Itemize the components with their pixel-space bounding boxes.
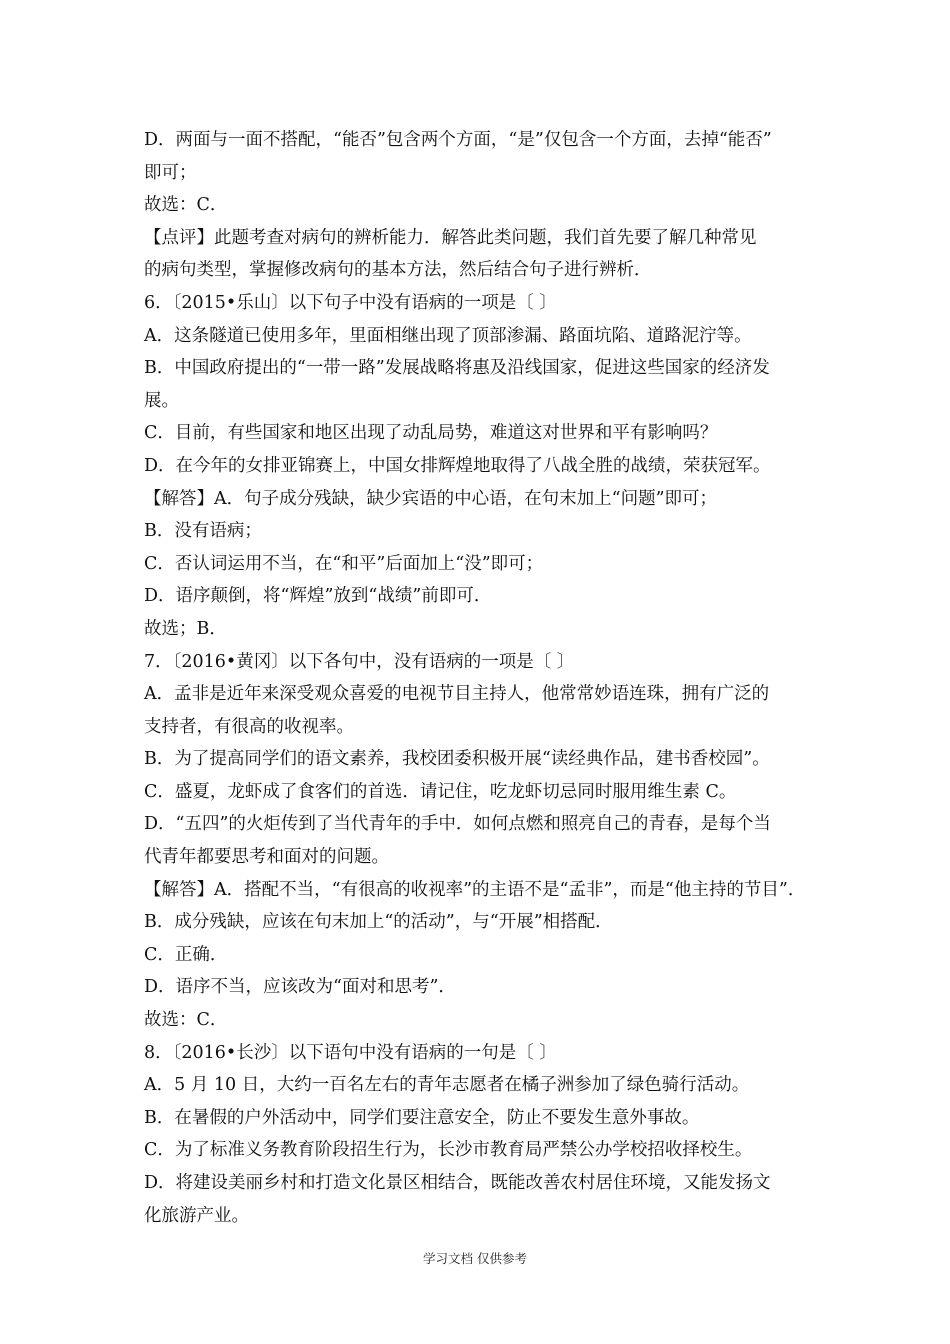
- text-line: 即可；: [144, 162, 197, 183]
- text-line: 展。: [144, 390, 179, 411]
- text-line: 【点评】此题考查对病句的辨析能力．解答此类问题，我们首先要了解几种常见: [144, 227, 757, 248]
- text-line: 【解答】A．句子成分残缺，缺少宾语的中心语，在句末加上“问题”即可；: [144, 488, 718, 509]
- question-heading: 6．〔2015•乐山〕以下句子中没有语病的一项是〔 〕: [144, 292, 557, 313]
- text-line: C．目前，有些国家和地区出现了动乱局势，难道这对世界和平有影响吗？: [144, 423, 718, 444]
- text-line: 故选：C．: [144, 1010, 228, 1031]
- text-line: 【解答】A．搭配不当，“有很高的收视率”的主语不是“孟非”，而是“他主持的节目”．: [144, 879, 806, 900]
- text-line: A．孟非是近年来深受观众喜爱的电视节目主持人，他常常妙语连珠，拥有广泛的: [144, 684, 770, 705]
- question-heading: 7．〔2016•黄冈〕以下各句中，没有语病的一项是〔 〕: [144, 651, 575, 672]
- text-line: C．正确．: [144, 944, 228, 965]
- text-line: B．中国政府提出的“一带一路”发展战略将惠及沿线国家，促进这些国家的经济发: [144, 358, 770, 379]
- document-body: [144, 124, 814, 1232]
- page-footer: 学习文档 仅供参考: [423, 1251, 527, 1266]
- text-line: B．在暑假的户外活动中，同学们要注意安全，防止不要发生意外事故。: [144, 1107, 700, 1128]
- text-line: D．两面与一面不搭配，“能否”包含两个方面，“是”仅包含一个方面，去掉“能否”: [144, 130, 772, 150]
- text-line: D．在今年的女排亚锦赛上，中国女排辉煌地取得了八战全胜的战绩，荣获冠军。: [144, 455, 771, 476]
- text-line: D．“五四”的火炬传到了当代青年的手中．如何点燃和照亮自己的青春，是每个当: [144, 814, 771, 835]
- text-line: A．这条隧道已使用多年，里面相继出现了顶部渗漏、路面坑陷、道路泥泞等。: [144, 325, 752, 346]
- text-line: D．语序颠倒，将“辉煌”放到“战绩”前即可．: [144, 586, 492, 607]
- text-line: B．没有语病；: [144, 521, 262, 542]
- text-line: A．5 月 10 日，大约一百名左右的青年志愿者在橘子洲参加了绿色骑行活动。: [144, 1075, 750, 1096]
- text-line: D．将建设美丽乡村和打造文化景区相结合，既能改善农村居住环境，又能发扬文: [144, 1173, 771, 1193]
- text-line: B．为了提高同学们的语文素养，我校团委积极开展“读经典作品，建书香校园”。: [144, 749, 770, 770]
- text-line: 故选：C．: [144, 195, 228, 216]
- text-line: D．语序不当，应该改为“面对和思考”．: [144, 977, 456, 998]
- text-line: 的病句类型，掌握修改病句的基本方法，然后结合句子进行辨析．: [144, 260, 652, 281]
- text-line: C．盛夏，龙虾成了食客们的首选．请记住，吃龙虾切忌同时服用维生素 C。: [144, 781, 737, 802]
- text-line: 化旅游产业。: [144, 1205, 249, 1226]
- text-line: 支持者，有很高的收视率。: [144, 716, 354, 737]
- text-line: 故选；B．: [144, 618, 227, 639]
- text-line: C．否认词运用不当，在“和平”后面加上“没”即可；: [144, 553, 544, 574]
- question-heading: 8．〔2016•长沙〕以下语句中没有语病的一句是〔 〕: [144, 1042, 557, 1063]
- text-line: B．成分残缺，应该在句末加上“的活动”，与“开展”相搭配．: [144, 912, 613, 933]
- text-line: 代青年都要思考和面对的问题。: [144, 847, 389, 868]
- text-line: C．为了标准义务教育阶段招生行为，长沙市教育局严禁公办学校招收择校生。: [144, 1140, 753, 1161]
